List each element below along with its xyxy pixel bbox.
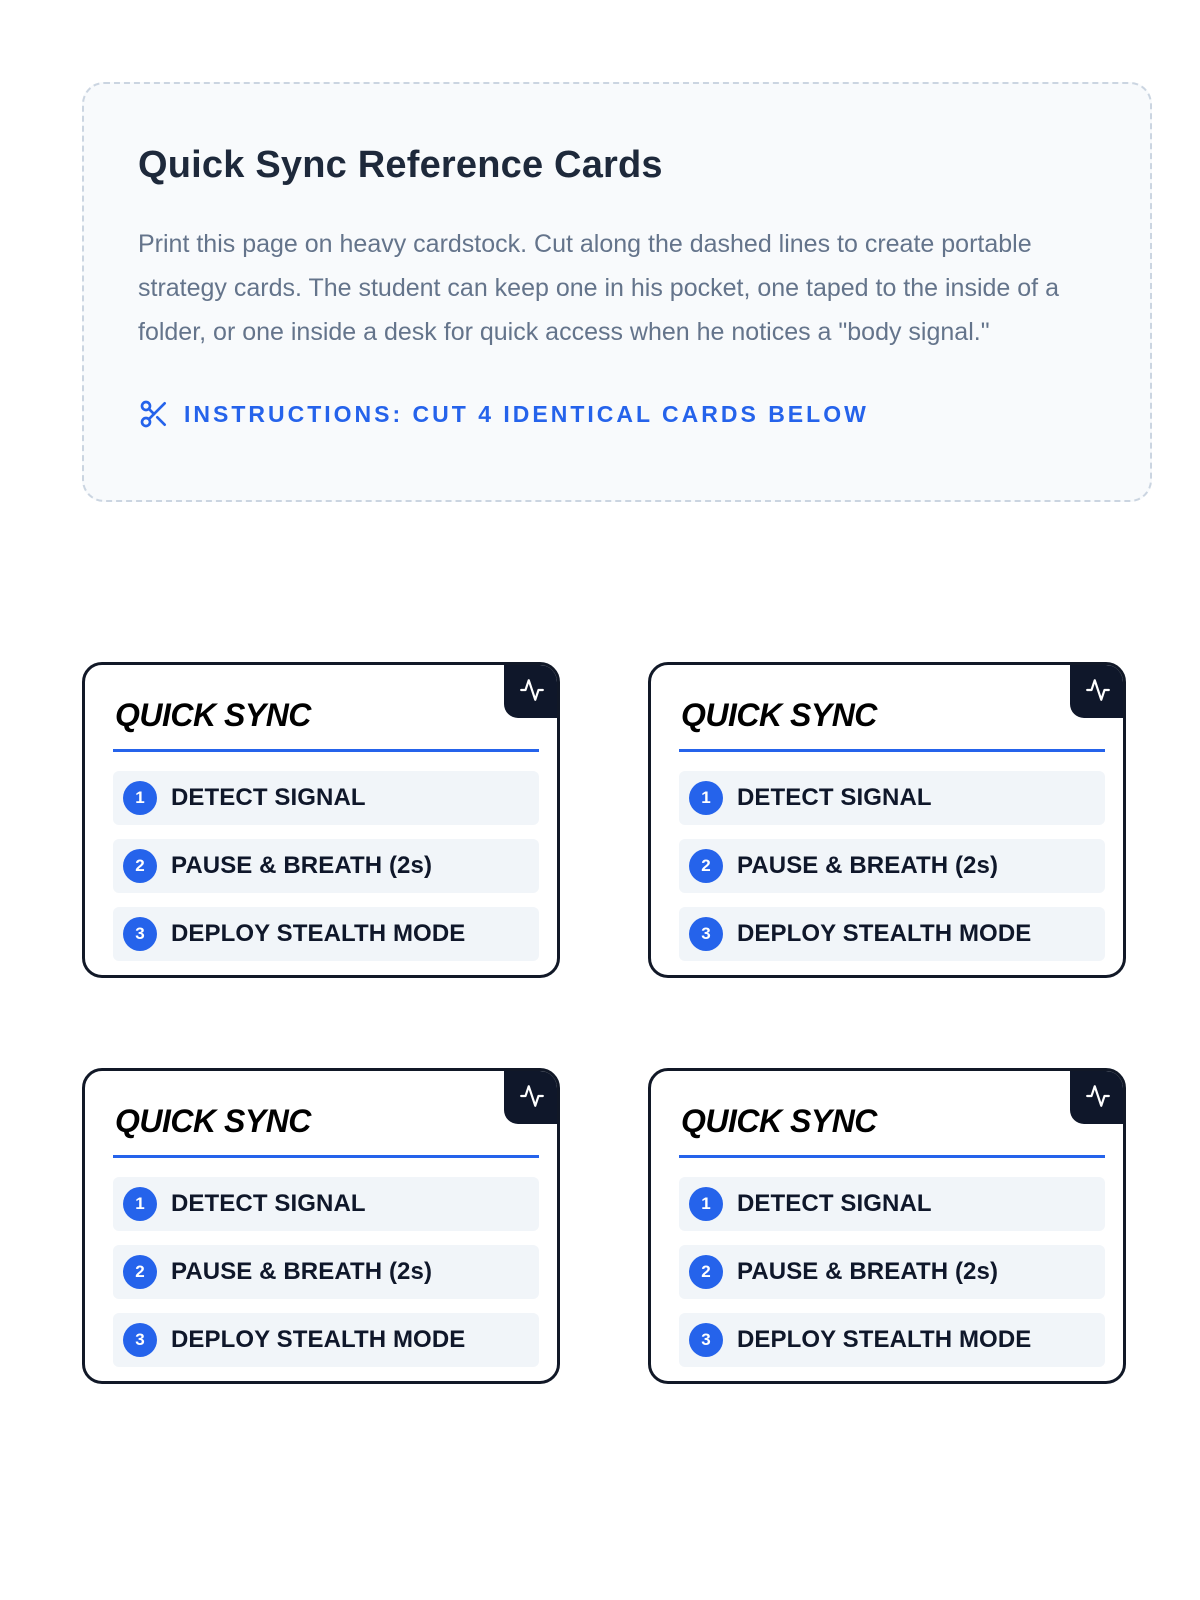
- step-label: PAUSE & BREATH (2s): [737, 852, 999, 879]
- intro-panel: [82, 82, 1152, 502]
- step-item: [113, 839, 539, 893]
- page-title: Quick Sync Reference Cards: [138, 144, 663, 186]
- step-label: PAUSE & BREATH (2s): [171, 852, 433, 879]
- step-item: [679, 1177, 1105, 1231]
- step-list: [679, 771, 1105, 975]
- step-number-badge: 1: [689, 781, 723, 815]
- activity-icon: [1070, 662, 1126, 718]
- quick-sync-card: [648, 1068, 1126, 1384]
- step-label: DEPLOY STEALTH MODE: [171, 920, 466, 947]
- title-underline: [113, 1155, 539, 1158]
- step-item: [113, 1177, 539, 1231]
- step-list: [679, 1177, 1105, 1381]
- activity-icon: [504, 1068, 560, 1124]
- title-underline: [679, 1155, 1105, 1158]
- step-label: DEPLOY STEALTH MODE: [171, 1326, 466, 1353]
- step-label: PAUSE & BREATH (2s): [171, 1258, 433, 1285]
- card-title: QUICK SYNC: [115, 1103, 311, 1139]
- step-item: [679, 907, 1105, 961]
- quick-sync-card: [648, 662, 1126, 978]
- step-list: [113, 1177, 539, 1381]
- step-label: DEPLOY STEALTH MODE: [737, 920, 1032, 947]
- step-number-badge: 3: [689, 917, 723, 951]
- step-list: [113, 771, 539, 975]
- step-item: [679, 1313, 1105, 1367]
- step-number-badge: 3: [123, 1323, 157, 1357]
- title-underline: [679, 749, 1105, 752]
- quick-sync-card: [82, 662, 560, 978]
- step-number-badge: 2: [123, 1255, 157, 1289]
- cut-instruction: [138, 398, 1098, 430]
- step-item: [679, 1245, 1105, 1299]
- step-label: DETECT SIGNAL: [737, 1190, 932, 1217]
- step-item: [113, 907, 539, 961]
- step-label: PAUSE & BREATH (2s): [737, 1258, 999, 1285]
- activity-icon: [504, 662, 560, 718]
- step-label: DETECT SIGNAL: [171, 1190, 366, 1217]
- title-underline: [113, 749, 539, 752]
- step-number-badge: 2: [689, 849, 723, 883]
- step-item: [679, 839, 1105, 893]
- step-number-badge: 2: [689, 1255, 723, 1289]
- step-number-badge: 1: [689, 1187, 723, 1221]
- step-item: [679, 771, 1105, 825]
- card-title: QUICK SYNC: [681, 1103, 877, 1139]
- instruction-text: INSTRUCTIONS: CUT 4 IDENTICAL CARDS BELOW: [184, 400, 869, 427]
- step-number-badge: 3: [123, 917, 157, 951]
- card-title: QUICK SYNC: [115, 697, 311, 733]
- step-number-badge: 1: [123, 1187, 157, 1221]
- card-grid: [82, 662, 1134, 1382]
- step-label: DETECT SIGNAL: [171, 784, 366, 811]
- step-item: [113, 1313, 539, 1367]
- scissors-icon: [138, 398, 170, 430]
- step-label: DEPLOY STEALTH MODE: [737, 1326, 1032, 1353]
- intro-description: Print this page on heavy cardstock. Cut along the dashed lines to create portable strategy cards. The student can keep one in his pocket, one taped to the inside of a folder, or one inside a desk for quick access when he notices a "body signal.": [138, 230, 1059, 346]
- step-number-badge: 2: [123, 849, 157, 883]
- step-number-badge: 1: [123, 781, 157, 815]
- step-item: [113, 1245, 539, 1299]
- card-title: QUICK SYNC: [681, 697, 877, 733]
- step-item: [113, 771, 539, 825]
- activity-icon: [1070, 1068, 1126, 1124]
- step-label: DETECT SIGNAL: [737, 784, 932, 811]
- step-number-badge: 3: [689, 1323, 723, 1357]
- quick-sync-card: [82, 1068, 560, 1384]
